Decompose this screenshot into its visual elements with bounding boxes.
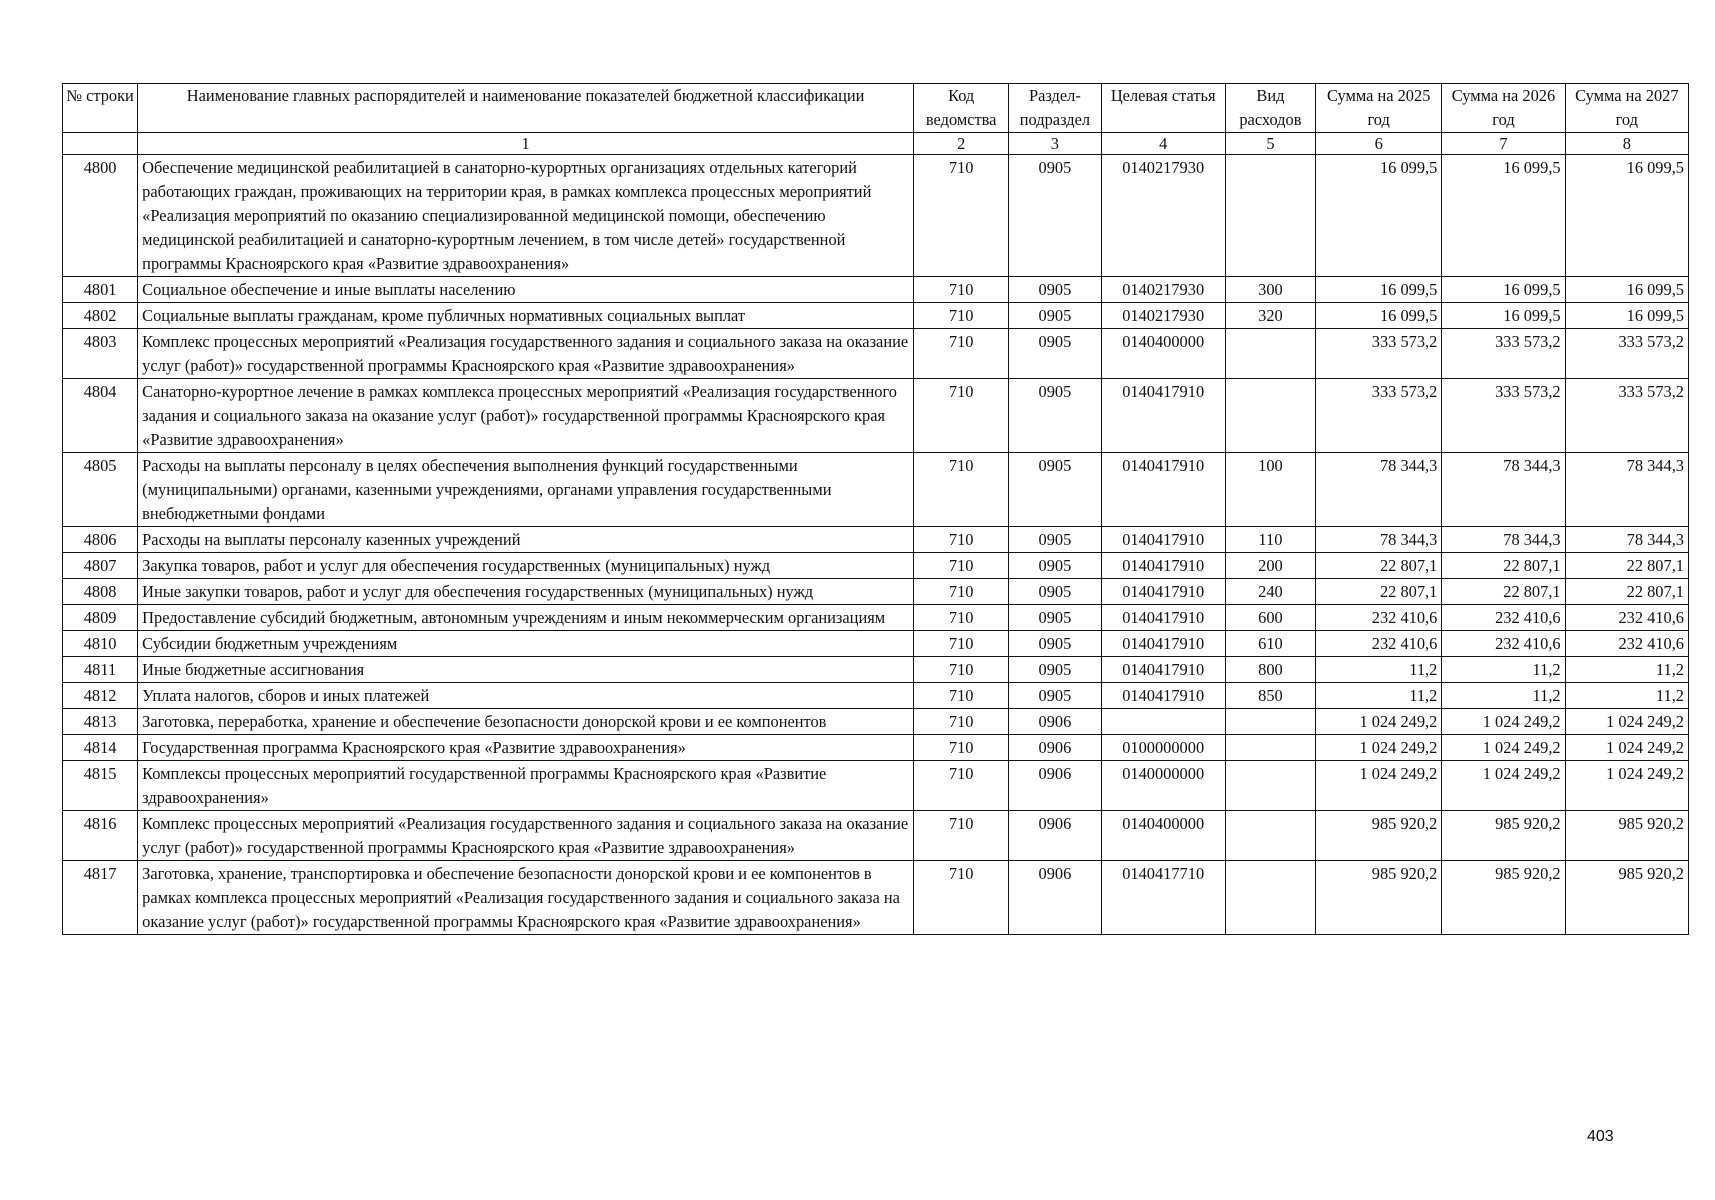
cell-section: 0905 bbox=[1009, 155, 1101, 277]
cell-section: 0905 bbox=[1009, 277, 1101, 303]
table-row bbox=[63, 861, 1689, 935]
table-row bbox=[63, 527, 1689, 553]
cell-section: 0905 bbox=[1009, 579, 1101, 605]
cell-target: 0140417910 bbox=[1101, 527, 1225, 553]
table-row bbox=[63, 277, 1689, 303]
cell-sum-2027: 333 573,2 bbox=[1565, 379, 1688, 453]
cell-dept-code: 710 bbox=[914, 735, 1009, 761]
cell-dept-code: 710 bbox=[914, 379, 1009, 453]
column-number bbox=[63, 133, 138, 155]
cell-section: 0905 bbox=[1009, 683, 1101, 709]
cell-row-no: 4802 bbox=[63, 303, 138, 329]
cell-name: Иные бюджетные ассигнования bbox=[138, 657, 914, 683]
cell-sum-2027: 16 099,5 bbox=[1565, 303, 1688, 329]
cell-target: 0140217930 bbox=[1101, 155, 1225, 277]
cell-sum-2025: 22 807,1 bbox=[1316, 579, 1442, 605]
cell-expense-type bbox=[1225, 811, 1315, 861]
cell-target: 0140417710 bbox=[1101, 861, 1225, 935]
header-sum-2025: Сумма на 2025 год bbox=[1316, 84, 1442, 133]
cell-expense-type: 100 bbox=[1225, 453, 1315, 527]
cell-sum-2026: 1 024 249,2 bbox=[1442, 735, 1565, 761]
cell-section: 0905 bbox=[1009, 303, 1101, 329]
cell-expense-type bbox=[1225, 761, 1315, 811]
cell-name: Комплексы процессных мероприятий государственной программы Красноярского края «Развитие здравоохранения» bbox=[138, 761, 914, 811]
cell-sum-2026: 11,2 bbox=[1442, 683, 1565, 709]
cell-section: 0905 bbox=[1009, 379, 1101, 453]
cell-expense-type bbox=[1225, 155, 1315, 277]
cell-sum-2027: 1 024 249,2 bbox=[1565, 735, 1688, 761]
table-row bbox=[63, 735, 1689, 761]
cell-sum-2027: 22 807,1 bbox=[1565, 579, 1688, 605]
cell-sum-2025: 78 344,3 bbox=[1316, 453, 1442, 527]
cell-name: Санаторно-курортное лечение в рамках комплекса процессных мероприятий «Реализация государственного задания и социального заказа на оказание услуг (работ)» государственной программы Красноярского края «Развитие здравоохранения» bbox=[138, 379, 914, 453]
cell-sum-2026: 22 807,1 bbox=[1442, 579, 1565, 605]
cell-sum-2025: 22 807,1 bbox=[1316, 553, 1442, 579]
cell-sum-2026: 232 410,6 bbox=[1442, 631, 1565, 657]
cell-row-no: 4815 bbox=[63, 761, 138, 811]
table-row bbox=[63, 657, 1689, 683]
cell-sum-2027: 78 344,3 bbox=[1565, 527, 1688, 553]
cell-expense-type: 300 bbox=[1225, 277, 1315, 303]
cell-row-no: 4806 bbox=[63, 527, 138, 553]
table-row bbox=[63, 155, 1689, 277]
budget-table bbox=[62, 83, 1689, 935]
table-row bbox=[63, 631, 1689, 657]
cell-section: 0906 bbox=[1009, 709, 1101, 735]
cell-sum-2025: 333 573,2 bbox=[1316, 379, 1442, 453]
table-row bbox=[63, 379, 1689, 453]
cell-dept-code: 710 bbox=[914, 709, 1009, 735]
cell-dept-code: 710 bbox=[914, 303, 1009, 329]
cell-sum-2025: 16 099,5 bbox=[1316, 277, 1442, 303]
cell-sum-2026: 333 573,2 bbox=[1442, 379, 1565, 453]
cell-target: 0140417910 bbox=[1101, 379, 1225, 453]
cell-row-no: 4817 bbox=[63, 861, 138, 935]
cell-target bbox=[1101, 709, 1225, 735]
header-sum-2026: Сумма на 2026 год bbox=[1442, 84, 1565, 133]
cell-target: 0140217930 bbox=[1101, 277, 1225, 303]
cell-section: 0905 bbox=[1009, 657, 1101, 683]
column-number: 1 bbox=[138, 133, 914, 155]
cell-sum-2026: 333 573,2 bbox=[1442, 329, 1565, 379]
cell-sum-2026: 232 410,6 bbox=[1442, 605, 1565, 631]
column-number: 2 bbox=[914, 133, 1009, 155]
cell-dept-code: 710 bbox=[914, 527, 1009, 553]
cell-name: Расходы на выплаты персоналу казенных учреждений bbox=[138, 527, 914, 553]
cell-sum-2027: 985 920,2 bbox=[1565, 861, 1688, 935]
budget-sheet bbox=[62, 83, 1689, 935]
cell-name: Социальное обеспечение и иные выплаты населению bbox=[138, 277, 914, 303]
cell-section: 0905 bbox=[1009, 329, 1101, 379]
cell-expense-type bbox=[1225, 329, 1315, 379]
cell-row-no: 4804 bbox=[63, 379, 138, 453]
cell-target: 0140417910 bbox=[1101, 453, 1225, 527]
cell-section: 0905 bbox=[1009, 631, 1101, 657]
table-row bbox=[63, 605, 1689, 631]
cell-sum-2025: 232 410,6 bbox=[1316, 631, 1442, 657]
header-name: Наименование главных распорядителей и наименование показателей бюджетной классификации bbox=[138, 84, 914, 133]
cell-sum-2026: 985 920,2 bbox=[1442, 811, 1565, 861]
cell-target: 0140417910 bbox=[1101, 553, 1225, 579]
header-expense-type: Вид расходов bbox=[1225, 84, 1315, 133]
header-section: Раздел-подраздел bbox=[1009, 84, 1101, 133]
cell-target: 0140417910 bbox=[1101, 683, 1225, 709]
cell-expense-type: 320 bbox=[1225, 303, 1315, 329]
cell-sum-2026: 22 807,1 bbox=[1442, 553, 1565, 579]
cell-name: Субсидии бюджетным учреждениям bbox=[138, 631, 914, 657]
cell-expense-type: 240 bbox=[1225, 579, 1315, 605]
cell-row-no: 4816 bbox=[63, 811, 138, 861]
cell-expense-type bbox=[1225, 861, 1315, 935]
cell-row-no: 4800 bbox=[63, 155, 138, 277]
table-row bbox=[63, 709, 1689, 735]
cell-sum-2027: 78 344,3 bbox=[1565, 453, 1688, 527]
cell-sum-2027: 232 410,6 bbox=[1565, 605, 1688, 631]
page-number: 403 bbox=[1587, 1128, 1614, 1145]
cell-sum-2026: 16 099,5 bbox=[1442, 303, 1565, 329]
column-number-row bbox=[63, 133, 1689, 155]
cell-name: Государственная программа Красноярского края «Развитие здравоохранения» bbox=[138, 735, 914, 761]
header-row bbox=[63, 84, 1689, 133]
header-sum-2027: Сумма на 2027 год bbox=[1565, 84, 1688, 133]
cell-name: Уплата налогов, сборов и иных платежей bbox=[138, 683, 914, 709]
cell-sum-2027: 333 573,2 bbox=[1565, 329, 1688, 379]
cell-row-no: 4808 bbox=[63, 579, 138, 605]
cell-name: Закупка товаров, работ и услуг для обеспечения государственных (муниципальных) нужд bbox=[138, 553, 914, 579]
cell-section: 0905 bbox=[1009, 453, 1101, 527]
cell-row-no: 4810 bbox=[63, 631, 138, 657]
header-row-no: № строки bbox=[63, 84, 138, 133]
cell-expense-type: 610 bbox=[1225, 631, 1315, 657]
cell-dept-code: 710 bbox=[914, 329, 1009, 379]
cell-sum-2027: 1 024 249,2 bbox=[1565, 709, 1688, 735]
column-number: 6 bbox=[1316, 133, 1442, 155]
cell-name: Иные закупки товаров, работ и услуг для обеспечения государственных (муниципальных) нужд bbox=[138, 579, 914, 605]
cell-expense-type: 200 bbox=[1225, 553, 1315, 579]
table-row bbox=[63, 579, 1689, 605]
cell-sum-2027: 1 024 249,2 bbox=[1565, 761, 1688, 811]
cell-sum-2025: 1 024 249,2 bbox=[1316, 735, 1442, 761]
table-body bbox=[63, 155, 1689, 935]
cell-sum-2025: 11,2 bbox=[1316, 657, 1442, 683]
cell-target: 0140417910 bbox=[1101, 579, 1225, 605]
cell-dept-code: 710 bbox=[914, 761, 1009, 811]
table-row bbox=[63, 553, 1689, 579]
cell-dept-code: 710 bbox=[914, 605, 1009, 631]
cell-dept-code: 710 bbox=[914, 553, 1009, 579]
cell-dept-code: 710 bbox=[914, 631, 1009, 657]
cell-sum-2025: 78 344,3 bbox=[1316, 527, 1442, 553]
column-number: 5 bbox=[1225, 133, 1315, 155]
cell-target: 0140417910 bbox=[1101, 657, 1225, 683]
cell-name: Комплекс процессных мероприятий «Реализация государственного задания и социального заказа на оказание услуг (работ)» государственной программы Красноярского края «Развитие здравоохранения» bbox=[138, 811, 914, 861]
cell-target: 0140417910 bbox=[1101, 631, 1225, 657]
cell-section: 0906 bbox=[1009, 861, 1101, 935]
cell-name: Предоставление субсидий бюджетным, автономным учреждениям и иным некоммерческим организациям bbox=[138, 605, 914, 631]
cell-target: 0100000000 bbox=[1101, 735, 1225, 761]
cell-target: 0140000000 bbox=[1101, 761, 1225, 811]
column-number: 8 bbox=[1565, 133, 1688, 155]
cell-dept-code: 710 bbox=[914, 657, 1009, 683]
cell-expense-type: 110 bbox=[1225, 527, 1315, 553]
cell-dept-code: 710 bbox=[914, 277, 1009, 303]
table-row bbox=[63, 329, 1689, 379]
cell-dept-code: 710 bbox=[914, 453, 1009, 527]
cell-sum-2025: 232 410,6 bbox=[1316, 605, 1442, 631]
cell-row-no: 4812 bbox=[63, 683, 138, 709]
cell-target: 0140217930 bbox=[1101, 303, 1225, 329]
cell-sum-2027: 11,2 bbox=[1565, 657, 1688, 683]
cell-sum-2027: 232 410,6 bbox=[1565, 631, 1688, 657]
cell-dept-code: 710 bbox=[914, 811, 1009, 861]
cell-name: Обеспечение медицинской реабилитацией в санаторно-курортных организациях отдельных категорий работающих граждан, проживающих на территории края, в рамках комплекса процессных мероприятий «Реализация мероприятий по оказанию специализированной медицинской помощи, обеспечению медицинской реабилитацией и санаторно-курортным лечением, в том числе детей» государственной программы Красноярского края «Развитие здравоохранения» bbox=[138, 155, 914, 277]
cell-section: 0905 bbox=[1009, 553, 1101, 579]
cell-dept-code: 710 bbox=[914, 155, 1009, 277]
cell-section: 0906 bbox=[1009, 735, 1101, 761]
cell-name: Комплекс процессных мероприятий «Реализация государственного задания и социального заказа на оказание услуг (работ)» государственной программы Красноярского края «Развитие здравоохранения» bbox=[138, 329, 914, 379]
cell-row-no: 4814 bbox=[63, 735, 138, 761]
cell-sum-2025: 11,2 bbox=[1316, 683, 1442, 709]
cell-sum-2025: 16 099,5 bbox=[1316, 303, 1442, 329]
cell-sum-2026: 16 099,5 bbox=[1442, 155, 1565, 277]
cell-expense-type bbox=[1225, 709, 1315, 735]
cell-dept-code: 710 bbox=[914, 861, 1009, 935]
cell-sum-2025: 1 024 249,2 bbox=[1316, 761, 1442, 811]
header-target: Целевая статья bbox=[1101, 84, 1225, 133]
cell-row-no: 4813 bbox=[63, 709, 138, 735]
cell-sum-2027: 16 099,5 bbox=[1565, 155, 1688, 277]
cell-section: 0906 bbox=[1009, 811, 1101, 861]
table-row bbox=[63, 453, 1689, 527]
cell-expense-type bbox=[1225, 379, 1315, 453]
cell-name: Заготовка, хранение, транспортировка и обеспечение безопасности донорской крови и ее компонентов в рамках комплекса процессных мероприятий «Реализация государственного задания и социального заказа на оказание услуг (работ)» государственной программы Красноярского края «Развитие здравоохранения» bbox=[138, 861, 914, 935]
cell-sum-2026: 985 920,2 bbox=[1442, 861, 1565, 935]
table-row bbox=[63, 303, 1689, 329]
table-row bbox=[63, 683, 1689, 709]
cell-sum-2026: 16 099,5 bbox=[1442, 277, 1565, 303]
cell-sum-2026: 78 344,3 bbox=[1442, 527, 1565, 553]
cell-dept-code: 710 bbox=[914, 683, 1009, 709]
column-number: 3 bbox=[1009, 133, 1101, 155]
cell-sum-2026: 11,2 bbox=[1442, 657, 1565, 683]
cell-target: 0140400000 bbox=[1101, 329, 1225, 379]
cell-section: 0906 bbox=[1009, 761, 1101, 811]
cell-expense-type: 600 bbox=[1225, 605, 1315, 631]
cell-row-no: 4811 bbox=[63, 657, 138, 683]
cell-expense-type: 850 bbox=[1225, 683, 1315, 709]
cell-sum-2025: 1 024 249,2 bbox=[1316, 709, 1442, 735]
cell-row-no: 4803 bbox=[63, 329, 138, 379]
table-row bbox=[63, 811, 1689, 861]
cell-expense-type bbox=[1225, 735, 1315, 761]
cell-sum-2026: 78 344,3 bbox=[1442, 453, 1565, 527]
cell-sum-2026: 1 024 249,2 bbox=[1442, 709, 1565, 735]
cell-row-no: 4801 bbox=[63, 277, 138, 303]
cell-sum-2025: 16 099,5 bbox=[1316, 155, 1442, 277]
cell-sum-2027: 985 920,2 bbox=[1565, 811, 1688, 861]
cell-section: 0905 bbox=[1009, 527, 1101, 553]
cell-sum-2027: 11,2 bbox=[1565, 683, 1688, 709]
cell-sum-2025: 985 920,2 bbox=[1316, 861, 1442, 935]
cell-sum-2025: 333 573,2 bbox=[1316, 329, 1442, 379]
cell-target: 0140400000 bbox=[1101, 811, 1225, 861]
header-dept-code: Код ведомства bbox=[914, 84, 1009, 133]
column-number: 4 bbox=[1101, 133, 1225, 155]
table-row bbox=[63, 761, 1689, 811]
cell-row-no: 4805 bbox=[63, 453, 138, 527]
cell-name: Заготовка, переработка, хранение и обеспечение безопасности донорской крови и ее компонентов bbox=[138, 709, 914, 735]
cell-row-no: 4809 bbox=[63, 605, 138, 631]
cell-name: Социальные выплаты гражданам, кроме публичных нормативных социальных выплат bbox=[138, 303, 914, 329]
cell-expense-type: 800 bbox=[1225, 657, 1315, 683]
cell-sum-2027: 22 807,1 bbox=[1565, 553, 1688, 579]
cell-dept-code: 710 bbox=[914, 579, 1009, 605]
cell-name: Расходы на выплаты персоналу в целях обеспечения выполнения функций государственными (муниципальными) органами, казенными учреждениями, органами управления государственными внебюджетными фондами bbox=[138, 453, 914, 527]
cell-sum-2027: 16 099,5 bbox=[1565, 277, 1688, 303]
cell-row-no: 4807 bbox=[63, 553, 138, 579]
cell-section: 0905 bbox=[1009, 605, 1101, 631]
cell-sum-2026: 1 024 249,2 bbox=[1442, 761, 1565, 811]
column-number: 7 bbox=[1442, 133, 1565, 155]
cell-target: 0140417910 bbox=[1101, 605, 1225, 631]
cell-sum-2025: 985 920,2 bbox=[1316, 811, 1442, 861]
